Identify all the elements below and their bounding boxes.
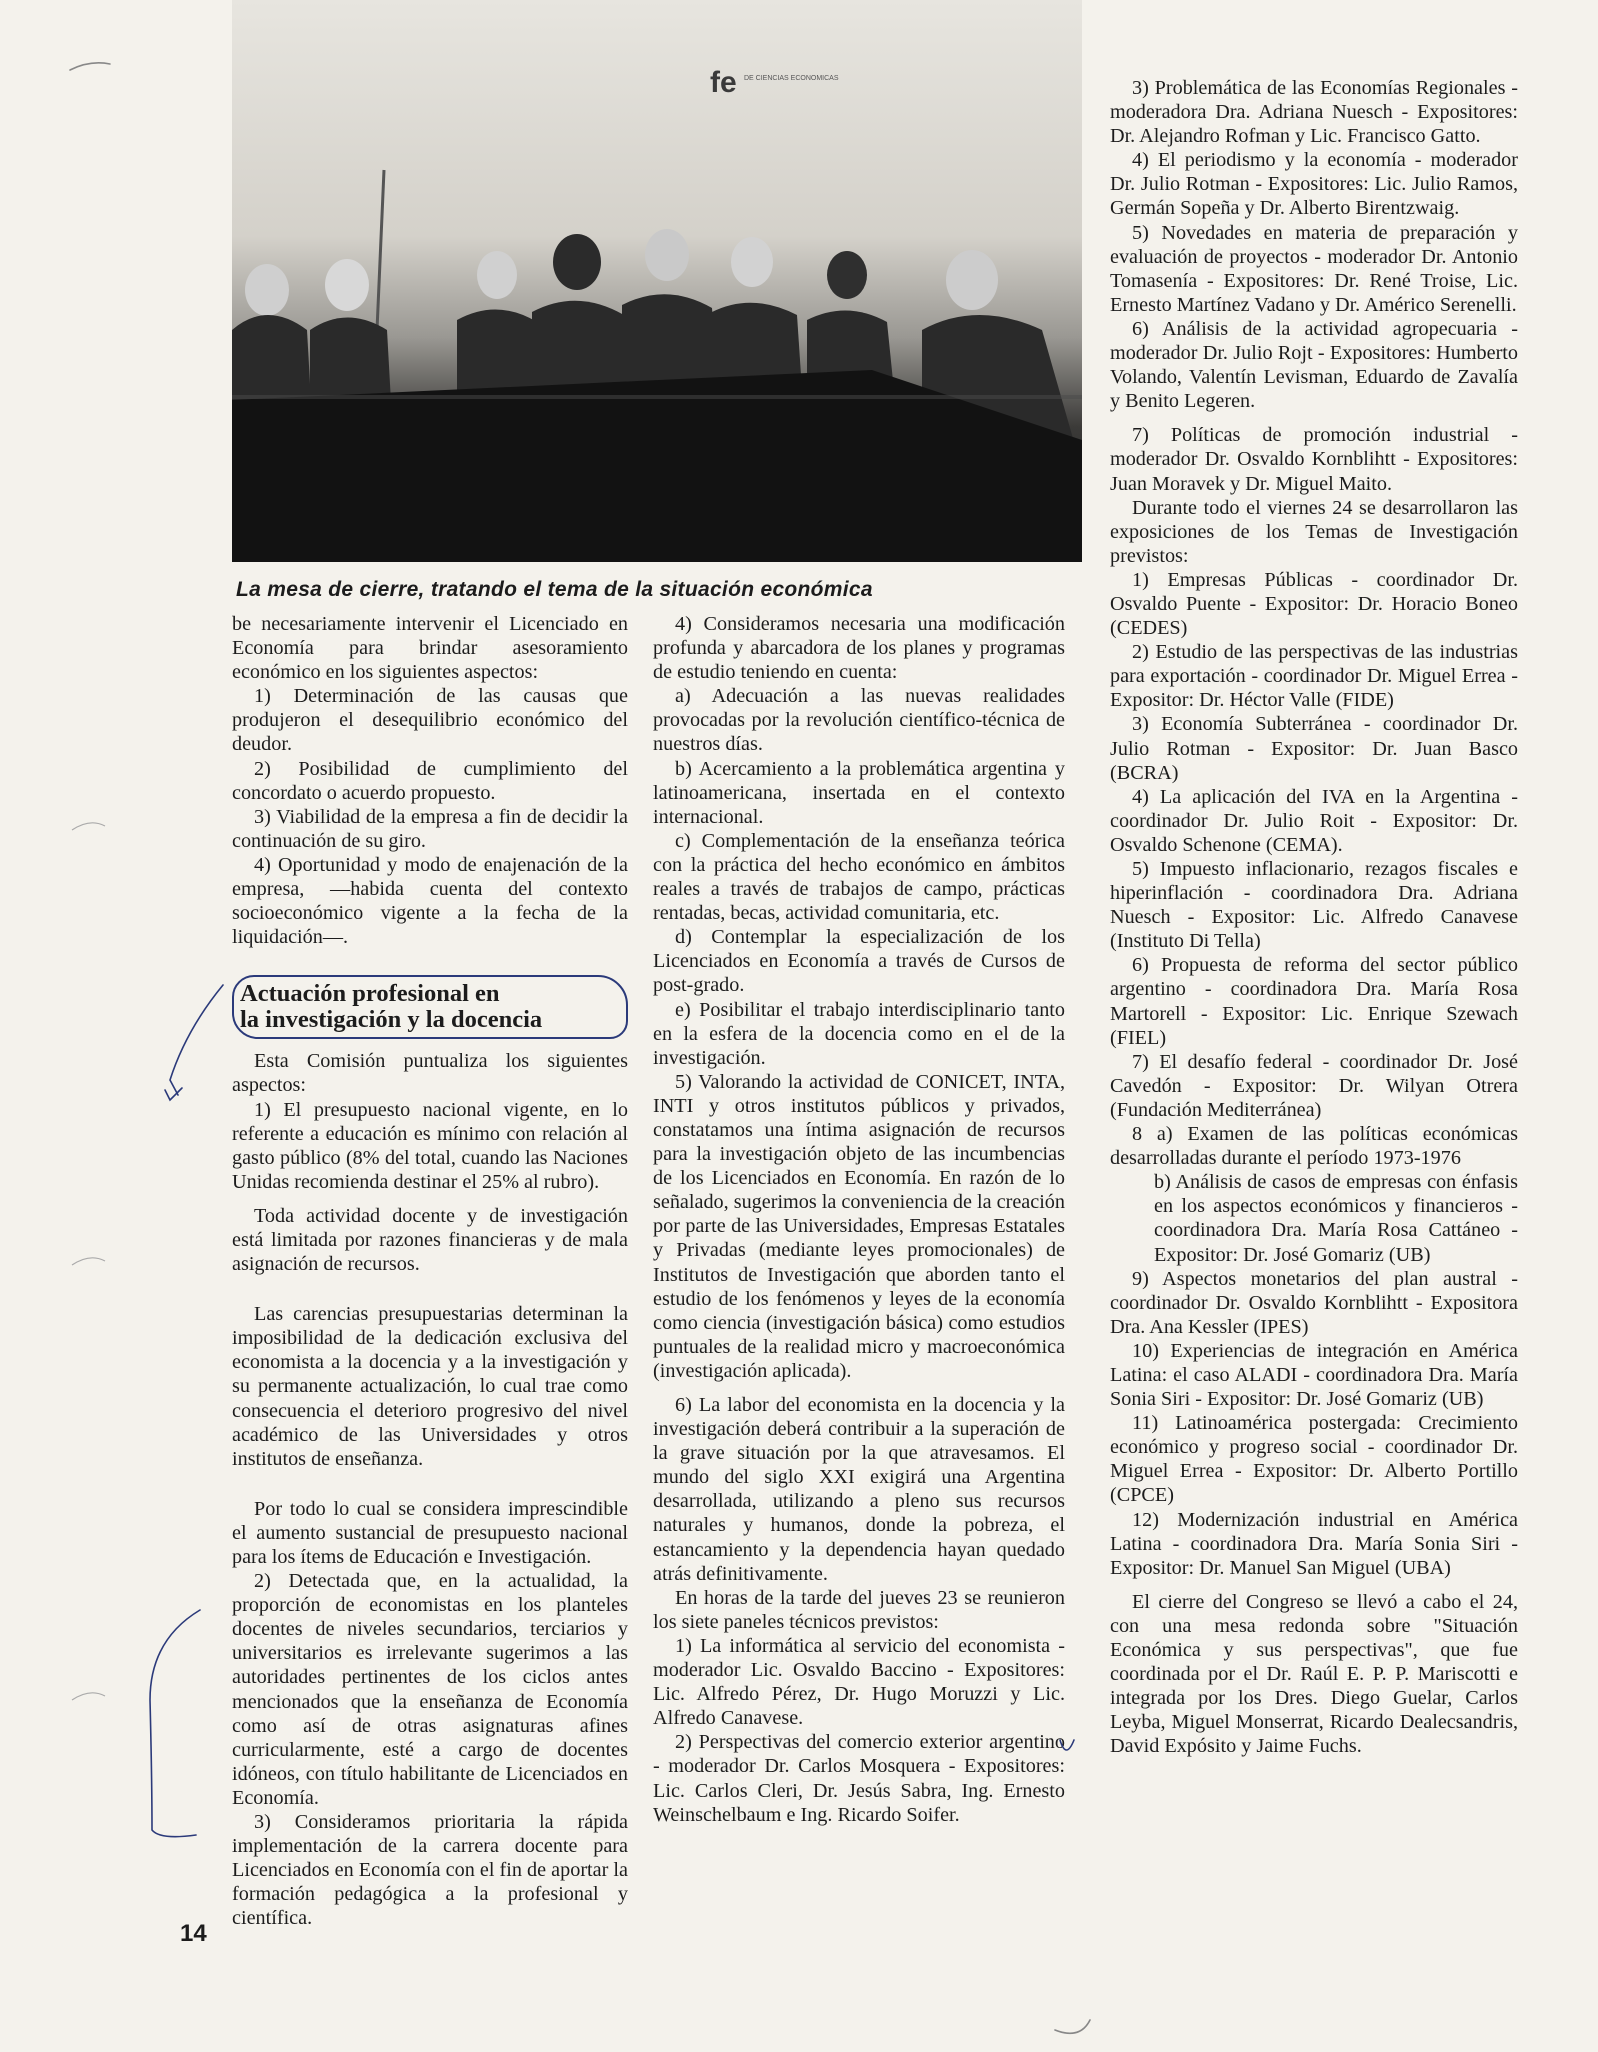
paragraph: En horas de la tarde del jueves 23 se reunieron los siete paneles técnicos previstos: (653, 1586, 1065, 1633)
list-item: c) Complementación de la enseñanza teórica con la práctica del hecho económico en ámbitos reales a través de trabajos de campo, prácticas rentadas, becas, actividad comunitaria, etc. (653, 829, 1065, 925)
photo-illustration (232, 0, 1082, 562)
list-item: 4) Oportunidad y modo de enajenación de la empresa, —habida cuenta del contexto socioeconómico vigente a la fecha de la liquidación—. (232, 853, 628, 949)
list-item: 6) Análisis de la actividad agropecuaria - moderador Dr. Julio Rojt - Expositores: Humberto Volando, Valentín Levisman, Eduardo de Zavalía y Benito Legeren. (1110, 317, 1518, 413)
list-item: 4) El periodismo y la economía - moderador Dr. Julio Rotman - Expositores: Lic. Julio Ramos, Germán Sopeña y Dr. Alberto Birentzwaig. (1110, 149, 1518, 220)
punch-hole-mark (72, 1693, 105, 1700)
column-middle (653, 612, 1065, 1827)
list-item: 3) Viabilidad de la empresa a fin de decidir la continuación de su giro. (232, 805, 628, 852)
list-item: 1) El presupuesto nacional vigente, en lo referente a educación es mínimo con relación al gasto público (8% del total, cuando las Naciones Unidas recomienda destinar el 25% al rubro). (232, 1098, 628, 1193)
list-item: 1) Empresas Públicas - coordinador Dr. Osvaldo Puente - Expositor: Dr. Horacio Boneo (CEDES) (1110, 568, 1518, 640)
list-item: 3) Problemática de las Economías Regionales - moderadora Dra. Adriana Nuesch - Expositores: Dr. Alejandro Rofman y Lic. Francisco Gatto. (1110, 77, 1518, 148)
punch-hole-mark (72, 1258, 105, 1265)
list-item: e) Posibilitar el trabajo interdisciplinario tanto en la esfera de la docencia como en el de la investigación. (653, 998, 1065, 1069)
list-item: 1) Determinación de las causas que produjeron el desequilibrio económico del deudor. (232, 685, 628, 756)
paragraph: El cierre del Congreso se llevó a cabo el 24, con una mesa redonda sobre "Situación Económica y sus perspectivas", que fue coordinada por el Dr. Raúl E. P. P. Mariscotti e integrada por los Dres. Diego Guelar, Carlos Leyba, Miguel Monserrat, Ricardo Dealecsandris, David Expósito y Jaime Fuchs. (1110, 1590, 1518, 1758)
svg-text:DE CIENCIAS ECONOMICAS: DE CIENCIAS ECONOMICAS (744, 75, 839, 82)
paragraph: Toda actividad docente y de investigación está limitada por razones financieras y de mala asignación de recursos. (232, 1204, 628, 1276)
conference-logo (710, 66, 839, 99)
paragraph: Esta Comisión puntualiza los siguientes aspectos: (232, 1050, 628, 1097)
list-item: 4) Consideramos necesaria una modificación profunda y abarcadora de los planes y programas de estudio teniendo en cuenta: (653, 613, 1065, 684)
paragraph: Las carencias presupuestarias determinan la imposibilidad de la dedicación exclusiva del economista a la docencia y a la investigación y su permanente actualización, lo cual trae como consecuencia el deterioro progresivo del nivel académico de las Universidades y otros institutos de enseñanza. (232, 1303, 628, 1470)
svg-text:fe: fe (710, 66, 737, 99)
list-item: b) Análisis de casos de empresas con énfasis en los aspectos económicos y financieros - coordinadora Dra. María Rosa Cattáneo - Expositor: Dr. José Gomariz (UB) (1154, 1171, 1518, 1266)
heading-line: la investigación y la docencia (240, 1006, 543, 1034)
paragraph: be necesariamente intervenir el Licenciado en Economía para brindar asesoramiento económico en los siguientes aspectos: (232, 613, 628, 684)
list-item: 5) Novedades en materia de preparación y evaluación de proyectos - moderador Dr. Antonio Tomasenía - Expositores: Dr. René Troise, Lic. Ernesto Martínez Vadano y Dr. Américo Serenelli. (1110, 221, 1518, 316)
list-item: 7) El desafío federal - coordinador Dr. José Cavedón - Expositor: Dr. Wilyan Otrera (Fundación Mediterránea) (1110, 1050, 1518, 1121)
list-item: 1) La informática al servicio del economista - moderador Lic. Osvaldo Baccino - Expositores: Lic. Alfredo Pérez, Dr. Hugo Moruzzi y Lic. Alfredo Canavese. (653, 1634, 1065, 1730)
list-item: 5) Valorando la actividad de CONICET, INTA, INTI y otros institutos públicos y privados, constatamos una íntima asignación de recursos para la investigación objeto de las incumbencias de los Licenciados en Economía. En razón de lo señalado, sugerimos la conveniencia de la creación por parte de las Universidades, Empresas Estatales y Privadas (mediante leyes promocionales) de Institutos de Investigación que aborden tanto el estudio de los fenómenos y leyes de la economía como ciencia (investigación básica) como estudios puntuales de la realidad micro y macroeconómica (investigación aplicada). (653, 1070, 1065, 1382)
list-item: 7) Políticas de promoción industrial - moderador Dr. Osvaldo Kornblihtt - Expositores: Juan Moravek y Dr. Miguel Maito. (1110, 424, 1518, 495)
list-item: 3) Economía Subterránea - coordinador Dr. Julio Rotman - Expositor: Dr. Juan Basco (BCRA) (1110, 713, 1518, 784)
list-item: 4) La aplicación del IVA en la Argentina - coordinador Dr. Julio Roit - Expositor: Dr. Osvaldo Schenone (CEMA). (1110, 785, 1518, 856)
list-item: 9) Aspectos monetarios del plan austral - coordinador Dr. Osvaldo Kornblihtt - Expositora Dra. Ana Kessler (IPES) (1110, 1267, 1518, 1338)
margin-scribble (1055, 2020, 1090, 2033)
heading-line: Actuación profesional en (240, 980, 500, 1008)
paragraph: Durante todo el viernes 24 se desarrollaron las exposiciones de los Temas de Investigación previstos: (1110, 496, 1518, 567)
list-item: 2) Posibilidad de cumplimiento del concordato o acuerdo propuesto. (232, 757, 628, 804)
list-item: a) Adecuación a las nuevas realidades provocadas por la revolución científico-técnica de nuestros días. (653, 685, 1065, 756)
list-item: 10) Experiencias de integración en América Latina: el caso ALADI - coordinadora Dra. María Sonia Siri - Expositor: Dr. José Gomariz (UB) (1110, 1339, 1518, 1411)
list-item: d) Contemplar la especialización de los Licenciados en Economía a través de Cursos de post-grado. (653, 926, 1065, 997)
list-item: 6) Propuesta de reforma del sector público argentino - coordinadora Dra. María Rosa Martorell - Expositor: Lic. Enrique Szewach (FIEL) (1110, 954, 1518, 1049)
photo-caption: La mesa de cierre, tratando el tema de la situación económica (236, 578, 873, 601)
margin-scribble (70, 63, 110, 70)
margin-bracket-mark (150, 1610, 200, 1837)
margin-arrow-head (165, 1088, 182, 1100)
column-right (1110, 76, 1518, 1758)
list-item: 8 a) Examen de las políticas económicas desarrolladas durante el período 1973-1976 (1110, 1123, 1518, 1170)
list-item: 2) Estudio de las perspectivas de las industrias para exportación - coordinador Dr. Miguel Errea - Expositor: Dr. Héctor Valle (FIDE) (1110, 641, 1518, 712)
list-item: 12) Modernización industrial en América Latina - coordinadora Dra. María Sonia Siri - Expositor: Dr. Manuel San Miguel (UBA) (1110, 1508, 1518, 1579)
conference-photo (232, 0, 1082, 562)
punch-hole-mark (72, 823, 105, 830)
column-left (232, 612, 628, 1931)
margin-arrow-mark (170, 985, 223, 1095)
section-heading (232, 975, 628, 1039)
list-item: 2) Detectada que, en la actualidad, la proporción de economistas en los planteles docentes de niveles secundarios, terciarios y universitarios es irrelevante sugerimos a las autoridades pertinentes de los ciclos antes mencionados que la enseñanza de Economía como así de otras asignaturas afines curricularmente, esté a cargo de docentes idóneos, con título habilitante de Licenciados en Economía. (232, 1570, 628, 1809)
list-item: b) Acercamiento a la problemática argentina y latinoamericana, insertada en el contexto internacional. (653, 757, 1065, 828)
list-item: 11) Latinoamérica postergada: Crecimiento económico y progreso social - coordinador Dr. Miguel Errea - Expositor: Dr. Alberto Portillo (CPCE) (1110, 1412, 1518, 1507)
page-number: 14 (180, 1920, 207, 1947)
list-item: 3) Consideramos prioritaria la rápida implementación de la carrera docente para Licenciados en Economía con el fin de aportar la formación pedagógica a la profesional y científica. (232, 1811, 628, 1930)
list-item: 2) Perspectivas del comercio exterior argentino - moderador Dr. Carlos Mosquera - Expositores: Lic. Carlos Cleri, Dr. Jesús Sabra, Ing. Ernesto Weinschelbaum e Ing. Ricardo Soifer. (653, 1731, 1065, 1826)
list-item: 6) La labor del economista en la docencia y la investigación deberá contribuir a la superación de la grave situación por la que atravesamos. El mundo del siglo XXI exigirá una Argentina desarrollada, utilizando a pleno sus recursos naturales y humanos, donde la pobreza, el estancamiento y la dependencia hayan quedado atrás definitivamente. (653, 1394, 1065, 1585)
list-item: 5) Impuesto inflacionario, rezagos fiscales e hiperinflación - coordinadora Dra. Adriana Nuesch - Expositor: Lic. Alfredo Canavese (Instituto Di Tella) (1110, 858, 1518, 953)
paragraph: Por todo lo cual se considera imprescindible el aumento sustancial de presupuesto nacional para los ítems de Educación e Investigación. (232, 1497, 628, 1568)
